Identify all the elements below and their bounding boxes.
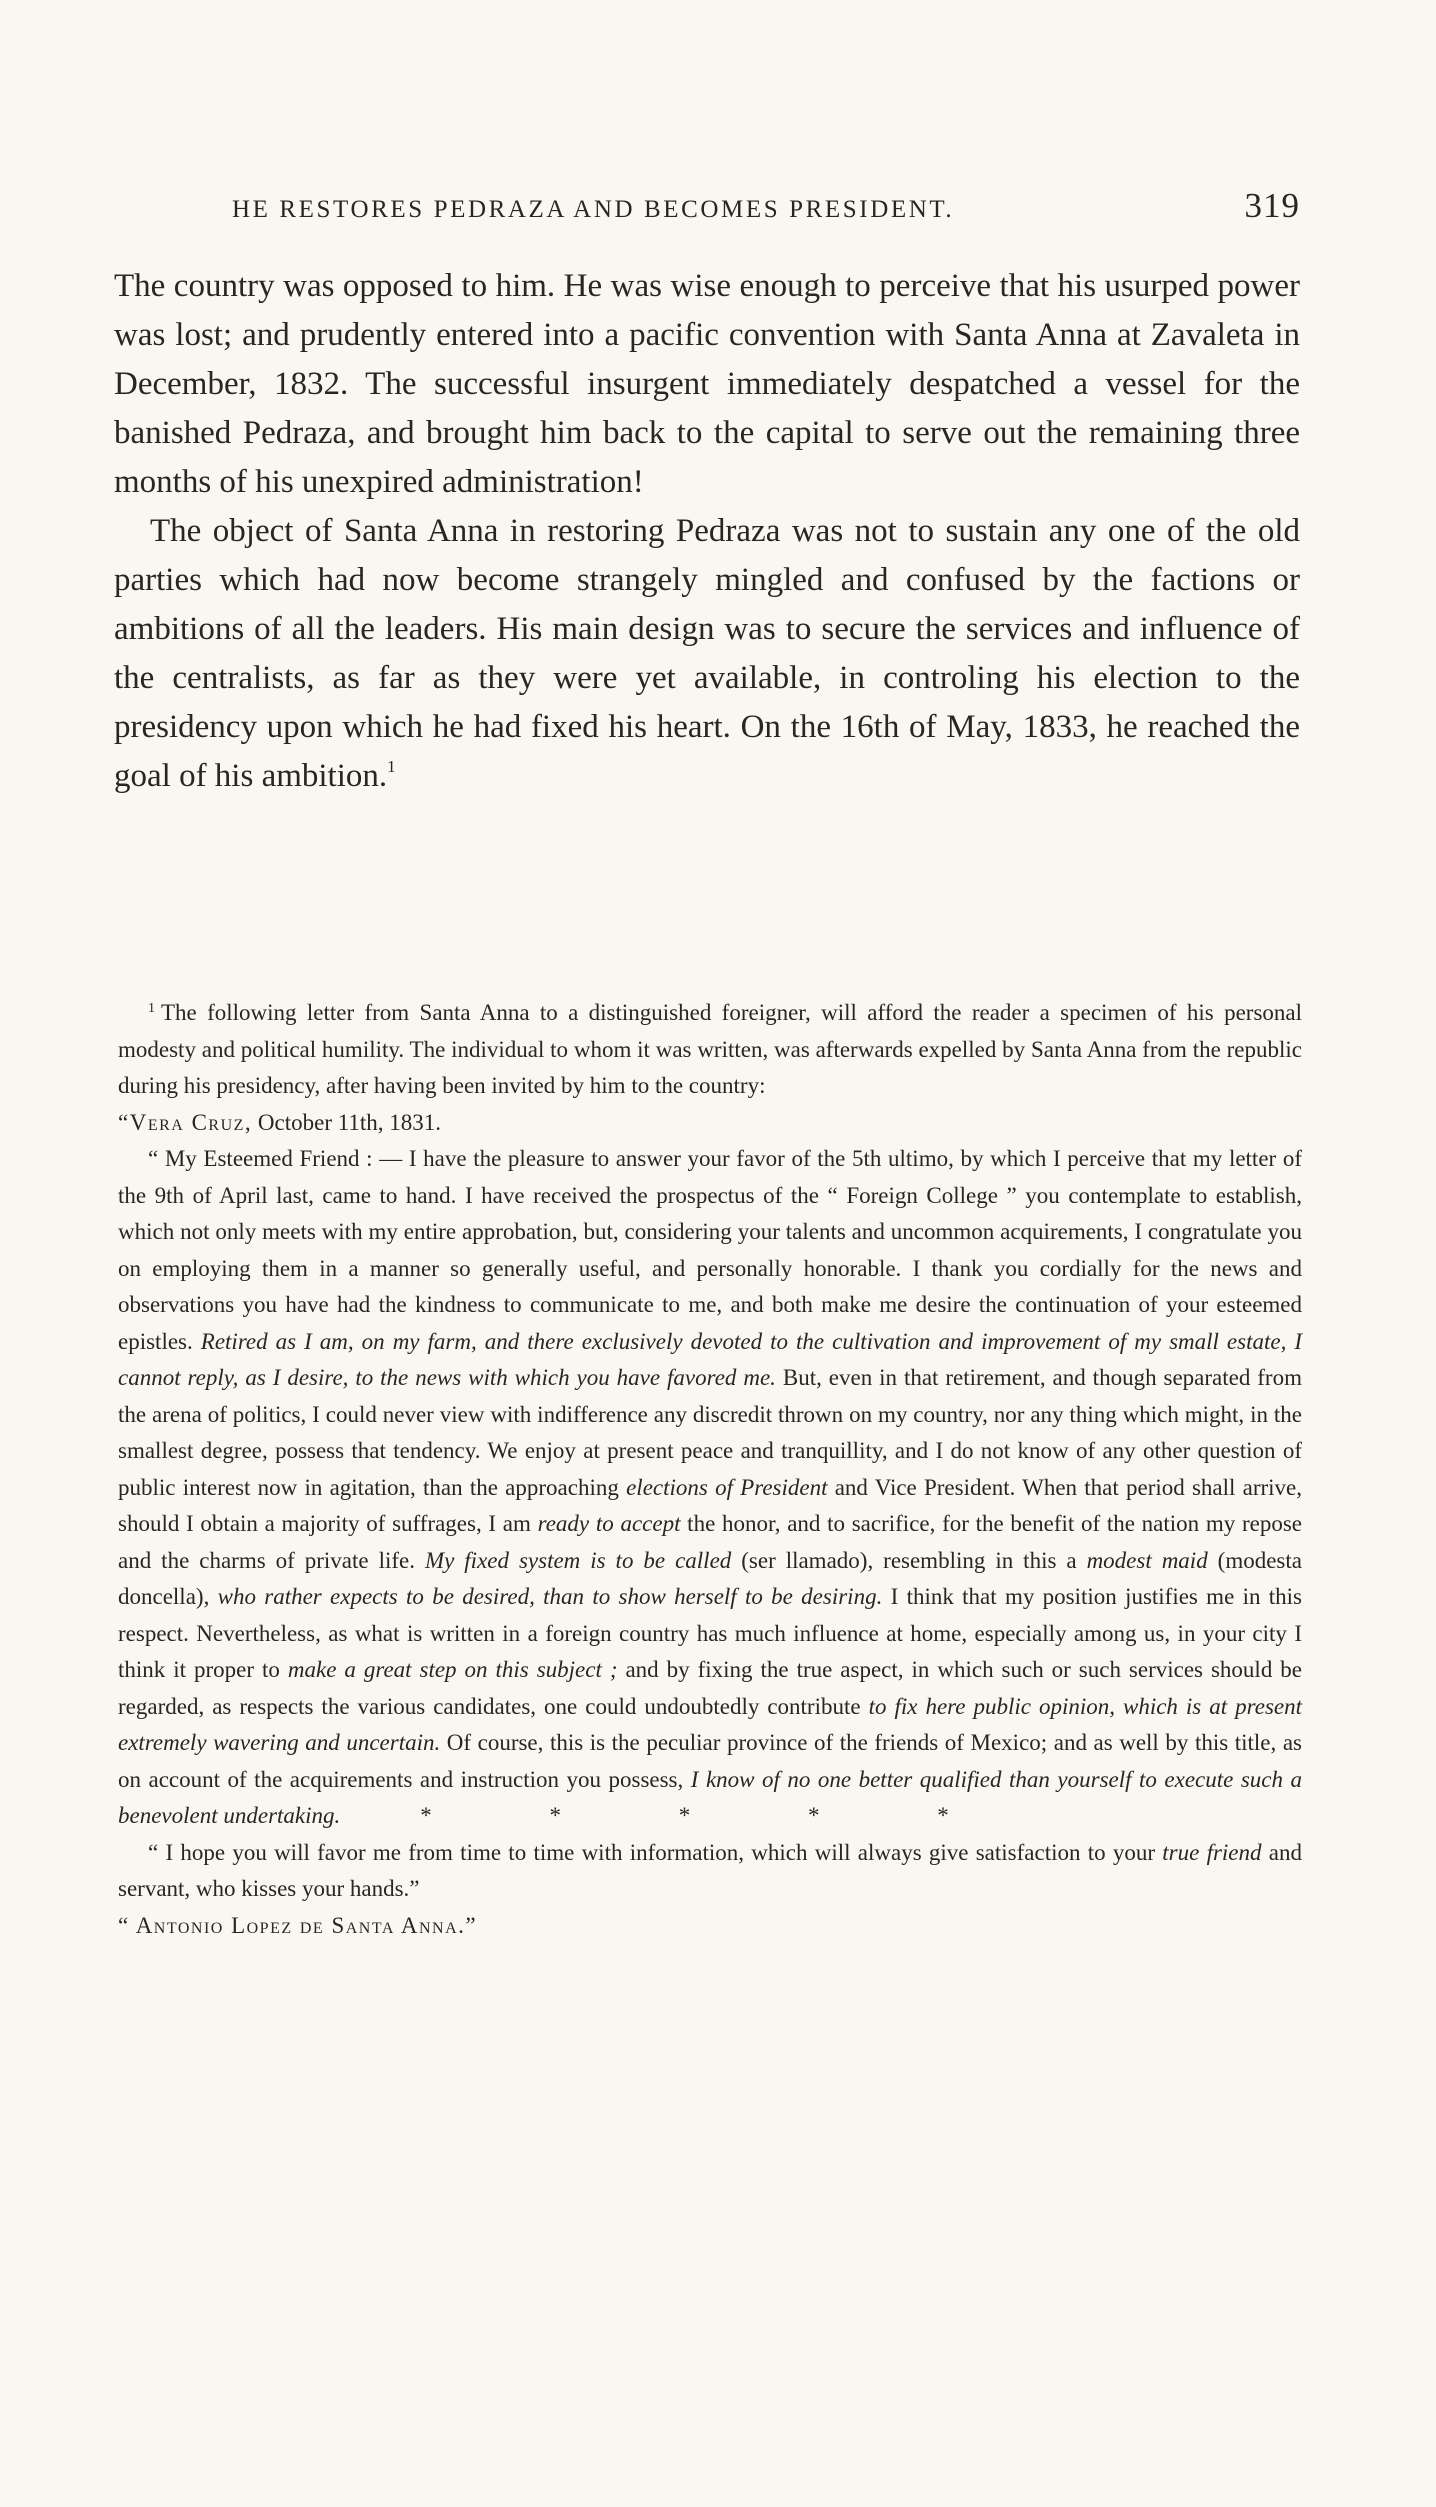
letter-dateline [118, 1105, 1302, 1142]
footnote-reference: 1 [387, 757, 396, 776]
footnote-marker: 1 [148, 1001, 155, 1016]
running-header [114, 186, 1300, 226]
letter-italic: I know of no one better qualified than yourself to execute such a benevolent undertaking. [118, 1766, 1303, 1828]
letter-text: — I have the pleasure to answer your favor of the 5th ultimo, by which I perceive that my letter of the 9th of April last, came to hand. I have received the prospectus of the “ Foreign College ” you contemplate to establish, which not only meets with my entire approbation, but, considering your talents and uncommon acquirements, I congratulate you on employing them in a manner so generally useful, and personally honorable. I thank you cordially for the news and observations you have had the kindness to communicate to me, and both make me desire the continuation of your esteemed epistles. [118, 1146, 1302, 1354]
letter-text: I think that my position justifies me in this respect. Nevertheless, as what is written in a foreign country has much influence at home, especially among us, in your city I think it proper to [118, 1584, 1302, 1682]
footnote-intro-text: The following letter from Santa Anna to a distinguished foreigner, will afford the reader a specimen of his personal modesty and political humility. The individual to whom it was written, was afterwards expelled by Santa Anna from the republic during his presidency, after having been invited by him to the country: [118, 1000, 1302, 1098]
letter-text: and by fixing the true aspect, in which such or such services should be regarded, as respects the various candidates, one could undoubtedly contribute [118, 1657, 1302, 1719]
letter-italic: ready to accept [537, 1511, 681, 1536]
letter-text: “ I hope you will favor me from time to time with information, which will always give satisfaction to your [148, 1839, 1156, 1865]
letter-text: and Vice President. When that period shall arrive, should I obtain a majority of suffrages, I am [118, 1474, 1303, 1536]
letter-text: Of course, this is the peculiar province of the friends of Mexico; and as well by this title, as on account of the acquirements and instruction you possess, [118, 1730, 1302, 1792]
page-number: 319 [1244, 186, 1300, 225]
paragraph-2 [114, 507, 1300, 801]
letter-signature [118, 1908, 1302, 1945]
running-title: HE RESTORES PEDRAZA AND BECOMES PRESIDENT. [232, 196, 955, 223]
main-text [114, 262, 1300, 801]
letter-italic: to fix here public opinion, which is at present extremely wavering and uncertain. [118, 1693, 1303, 1755]
letter-italic: Retired as I am, on my farm, and there exclusively devoted to the cultivation and improvement of my small estate, I cannot reply, as I desire, to the news with which you have favored me. [118, 1328, 1303, 1390]
letter-text: But, even in that retirement, and though separated from the arena of politics, I could never view with indifference any discredit thrown on my country, nor any thing which might, in the smallest degree, possess that tendency. We enjoy at present peace and tranquillity, and I do not know of any other question of public interest now in agitation, than the approaching [118, 1365, 1302, 1500]
footnote-intro [118, 995, 1302, 1105]
signature-text: “ Antonio Lopez de Santa Anna.” [118, 1912, 478, 1938]
footnote-block [118, 995, 1302, 1944]
paragraph-1 [114, 262, 1300, 507]
letter-italic: make a great step on this subject ; [287, 1657, 618, 1682]
letter-italic: true friend [1162, 1839, 1262, 1865]
letter-italic: who rather expects to be desired, than to show herself to be desiring. [217, 1584, 883, 1609]
ellipsis-stars: * * * * * [420, 1803, 1005, 1828]
letter-paragraph-2 [118, 1835, 1302, 1908]
letter-text: (modesta doncella), [118, 1547, 1302, 1609]
paragraph-1-text: The country was opposed to him. He was wise enough to perceive that his usurped power was lost; and prudently entered into a pacific convention with Santa Anna at Zavaleta in December, 1832. The successful insurgent immediately despatched a vessel for the banished Pedraza, and brought him back to the capital to serve out the remaining three months of his unexpired administration! [114, 268, 1300, 500]
letter-italic: elections of President [626, 1474, 828, 1500]
letter-italic: modest maid [1086, 1547, 1208, 1573]
letter-text: and servant, who kisses your hands.” [118, 1839, 1302, 1901]
paragraph-2-text: The object of Santa Anna in restoring Pedraza was not to sustain any one of the old parties which had now become strangely mingled and confused by the factions or ambitions of all the leaders. His main design was to secure the services and influence of the centralists, as far as they were yet available, in controling his election to the presidency upon which he had fixed his heart. On the 16th of May, 1833, he reached the goal of his ambition. [114, 513, 1300, 794]
letter-text: the honor, and to sacrifice, for the benefit of the nation my repose and the charms of private life. [118, 1511, 1303, 1573]
letter-salutation: “ My Esteemed Friend : [148, 1146, 373, 1171]
dateline-place: “Vera Cruz, [118, 1109, 253, 1135]
dateline-date: October 11th, 1831. [257, 1109, 442, 1135]
letter-italic: My fixed system is to be called [424, 1547, 732, 1573]
letter-paragraph-1 [118, 1141, 1302, 1835]
letter-text: (ser llamado), resembling in this a [731, 1547, 1077, 1573]
